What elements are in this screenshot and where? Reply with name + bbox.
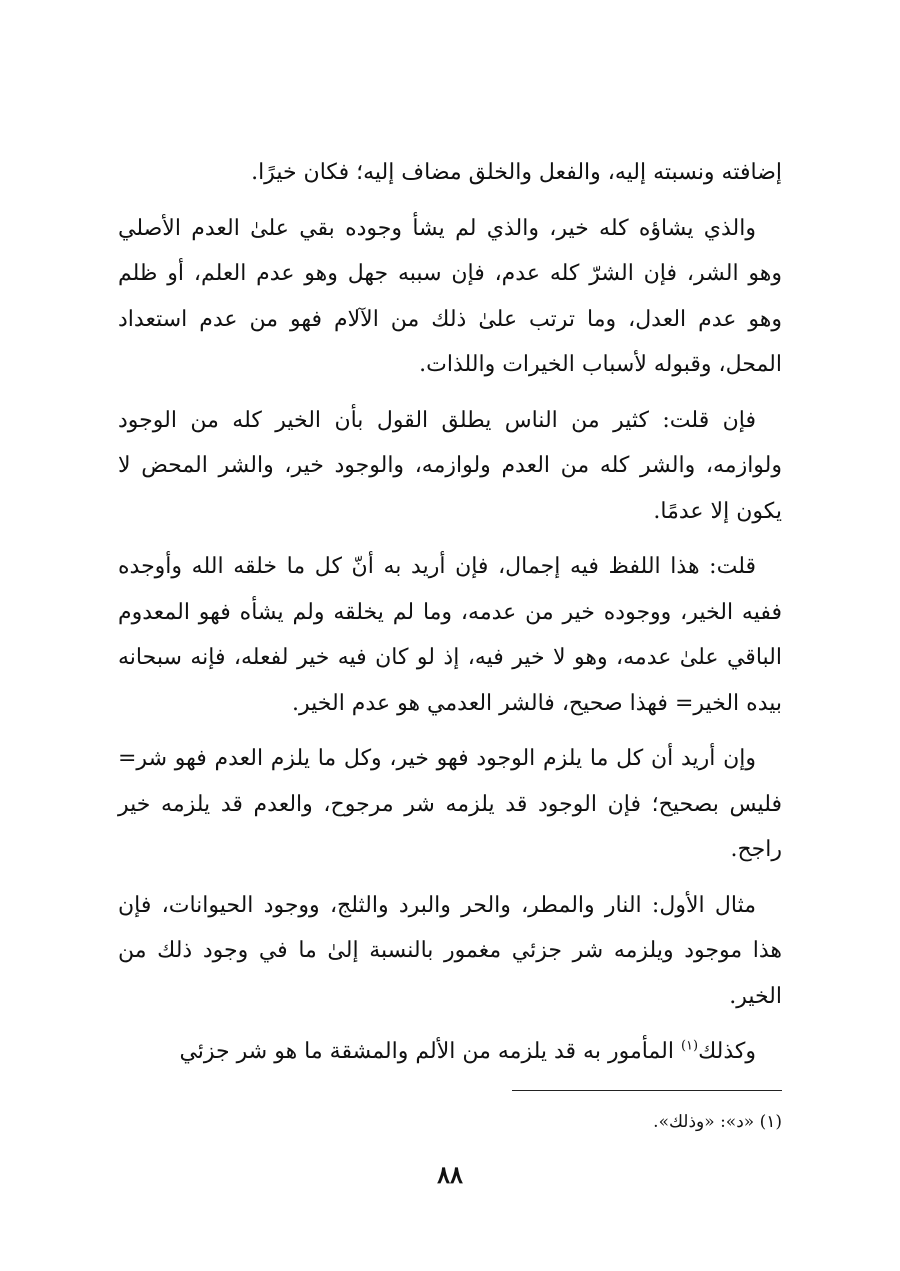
page-number: ٨٨ [437, 1160, 463, 1189]
footnote-reference[interactable]: (١) [680, 1038, 699, 1054]
paragraph-7-start: وكذلك [698, 1039, 756, 1064]
footnote-divider [512, 1090, 782, 1091]
main-text [118, 150, 782, 1085]
paragraph-2: والذي يشاؤه كله خير، والذي لم يشأ وجوده بقي علىٰ العدم الأصلي وهو الشر، فإن الشرّ كله عدم، فإن سببه جهل وهو عدم العلم، أو ظلم وهو عدم العدل، وما ترتب علىٰ ذلك من الآلام فهو من عدم استعداد المحل، وقبوله لأسباب الخيرات واللذات. [118, 215, 782, 377]
footnote: (١) «د»: «وذلك». [653, 1112, 782, 1132]
paragraph-7 [118, 1029, 782, 1075]
paragraph-1: إضافته ونسبته إليه، والفعل والخلق مضاف إليه؛ فكان خيرًا. [251, 160, 782, 185]
paragraph-6: مثال الأول: النار والمطر، والحر والبرد والثلج، ووجود الحيوانات، فإن هذا موجود ويلزمه شر جزئي مغمور بالنسبة إلىٰ ما في وجود ذلك من الخير. [118, 892, 782, 1009]
paragraph-5: وإن أريد أن كل ما يلزم الوجود فهو خير، وكل ما يلزم العدم فهو شر= فليس بصحيح؛ فإن الوجود قد يلزمه شر مرجوح، والعدم قد يلزمه خير راجح. [118, 746, 782, 862]
paragraph-4: قلت: هذا اللفظ فيه إجمال، فإن أريد به أنّ كل ما خلقه الله وأوجده ففيه الخير، ووجوده خير من عدمه، وما لم يخلقه ولم يشأه فهو المعدوم الباقي علىٰ عدمه، وهو لا خير فيه، إذ لو كان فيه خير لفعله، فإنه سبحانه بيده الخير= فهذا صحيح، فالشر العدمي هو عدم الخير. [118, 554, 782, 716]
paragraph-7-rest: المأمور به قد يلزمه من الألم والمشقة ما هو شر جزئي [179, 1039, 681, 1064]
paragraph-3: فإن قلت: كثير من الناس يطلق القول بأن الخير كله من الوجود ولوازمه، والشر كله من العدم ولوازمه، والوجود خير، والشر المحض لا يكون إلا عدمًا. [118, 407, 782, 524]
